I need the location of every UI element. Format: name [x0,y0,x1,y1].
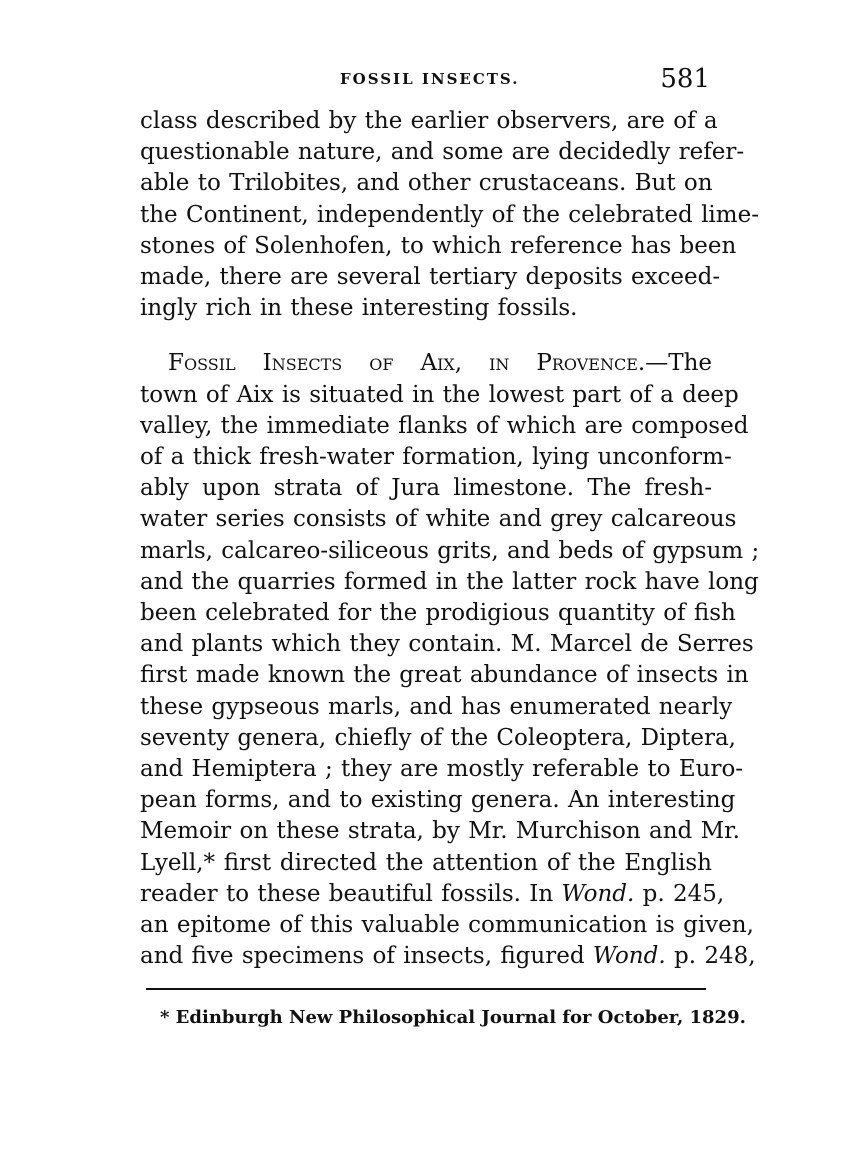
text-fragment: p. 248, [665,943,756,970]
text-line: ingly rich in these interesting fossils. [140,295,578,322]
text-line: class described by the earlier observers, are of a [140,108,718,134]
section-heading: Fossil Insects of Aix, in Provence. [168,350,646,377]
text-line: and plants which they contain. M. Marcel de Serres [140,631,754,658]
text-line [140,941,756,972]
italic-reference: Wond. [592,943,666,970]
text-line: these gypseous marls, and has enumerated nearly [140,693,733,720]
paragraph-aix [140,348,760,972]
text-line: of a thick fresh-water formation, lying unconform- [140,444,732,471]
text-line: and the quarries formed in the latter rock have long [140,568,759,595]
footnote-rule [146,988,706,990]
heading-tail: —The [645,350,712,377]
page-number: 581 [660,64,710,94]
body-text [140,106,760,972]
italic-reference: Wond. [561,880,635,907]
text-line: seventy genera, chiefly of the Coleoptera, Diptera, [140,724,736,751]
paragraph-continuation [140,106,759,324]
text-line: the Continent, independently of the celebrated lime- [140,201,759,228]
text-line: town of Aix is situated in the lowest part of a deep [140,381,739,408]
text-fragment: p. 245, [634,880,725,907]
running-head [140,62,712,106]
text-line: pean forms, and to existing genera. An interesting [140,787,736,814]
book-page [140,62,760,1030]
text-line: and Hemiptera ; they are mostly referable to Euro- [140,756,744,783]
text-fragment: and five specimens of insects, figured [140,943,593,970]
footnote: * Edinburgh New Philosophical Journal for October, 1829. [160,1007,746,1029]
text-line: stones of Solenhofen, to which reference has been [140,232,737,259]
running-title: FOSSIL INSECTS. [340,70,520,88]
text-line: questionable nature, and some are decidedly refer- [140,139,745,166]
text-line: ably upon strata of Jura limestone. The fresh- [140,475,712,502]
text-fragment: reader to these beautiful fossils. In [140,880,562,907]
text-line: made, there are several tertiary deposits exceed- [140,264,721,291]
text-line: marls, calcareo-siliceous grits, and beds of gypsum ; [140,537,760,564]
text-line: an epitome of this valuable communication is given, [140,912,754,939]
text-line: first made known the great abundance of insects in [140,662,749,689]
text-line: able to Trilobites, and other crustaceans. But on [140,170,713,197]
text-line [140,879,725,910]
text-line-heading [140,348,712,379]
text-line: been celebrated for the prodigious quantity of fish [140,600,736,627]
text-line: Lyell,* first directed the attention of the English [140,849,712,876]
text-line: valley, the immediate flanks of which are composed [140,412,749,439]
text-line: water series consists of white and grey calcareous [140,506,737,533]
text-line: Memoir on these strata, by Mr. Murchison and Mr. [140,818,740,845]
